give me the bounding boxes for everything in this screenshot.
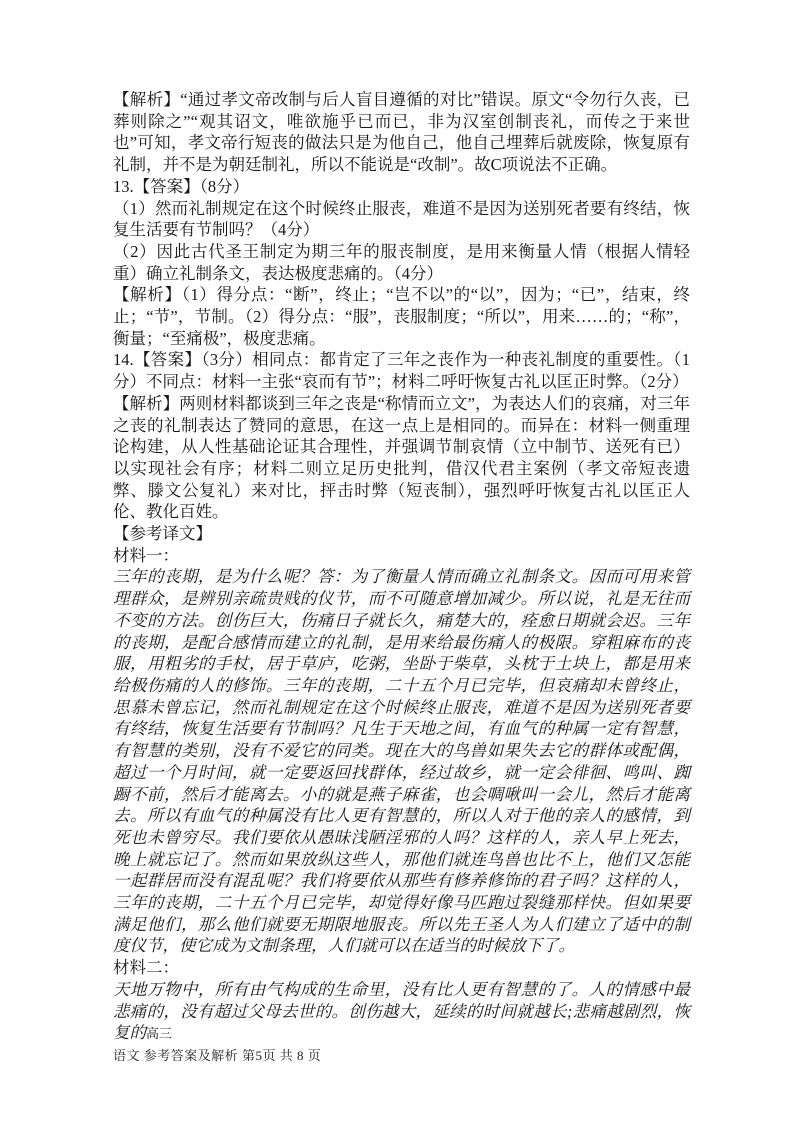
paragraph-material2-translation	[113, 979, 690, 1045]
paragraph-q13-answer-part2: （2）因此古代圣王制定为期三年的服丧制度，是用来衡量人情（根据人情轻重）确立礼制条文，表达极度悲痛的。（4分）	[113, 241, 690, 283]
paragraph-q13-answer-head: 13.【答案】（8分）	[113, 176, 250, 196]
paragraph-q13-analysis: 【解析】（1）得分点：“断”，终止；“岂不以”的“以”，因为；“已”，结束，终止；“节”，节制。（2）得分点：“服”，丧服制度；“所以”，用来……的；“称”，衡量；“至痛极”，极度悲痛。	[113, 285, 690, 348]
material2-translation-text: 天地万物中，所有由气构成的生命里，没有比人更有智慧的了。人的情感中最悲痛的，没有超过父母去世的。创伤越大，延续的时间就越长;悲痛越剧烈，恢复的	[113, 979, 690, 1043]
paragraph-q14-answer: 14.【答案】（3分）相同点：都肯定了三年之丧作为一种丧礼制度的重要性。（1分）不同点：材料一主张“哀而有节”；材料二呼吁恢复古礼以匡正时弊。（2分）	[113, 350, 690, 392]
reference-translation-heading: 【参考译文】	[113, 524, 212, 544]
material1-label: 材料一：	[113, 545, 179, 565]
footer-continuation-text: 高三	[146, 1026, 173, 1042]
paragraph-q13-answer-part1: （1）然而礼制规定在这个时候终止服丧，难道不是因为送别死者要有终结，恢复生活要有节制吗？（4分）	[113, 198, 690, 240]
material2-label: 材料二：	[113, 958, 179, 978]
paragraph-material1-translation: 三年的丧期，是为什么呢？答：为了衡量人情而确立礼制条文。因而可用来管理群众，是辨别亲疏贵贱的仪节，而不可随意增加减少。所以说，礼是无往而不变的方法。创伤巨大，伤痛日子就长久，痛楚大的，痊愈日期就会迟。三年的丧期，是配合感情而建立的礼制，是用来给最伤痛人的极限。穿粗麻布的丧服，用粗劣的手杖，居于草庐，吃粥，坐卧于柴草，头枕于土块上，都是用来给极伤痛的人的修饰。三年的丧期，二十五个月已完毕，但哀痛却未曾终止，思慕未曾忘记，然而礼制规定在这个时候终止服丧，难道不是因为送别死者要有终结，恢复生活要有节制吗？凡生于天地之间，有血气的种属一定有智慧，有智慧的类别，没有不爱它的同类。现在大的鸟兽如果失去它的群体或配偶，超过一个月时间，就一定要返回找群体，经过故乡，就一定会徘徊、鸣叫、踟蹰不前，然后才能离去。小的就是燕子麻雀，也会啁啾叫一会儿，然后才能离去。所以有血气的种属没有比人更有智慧的，所以人对于他的亲人的感情，到死也未曾穷尽。我们要依从愚昧浅陋淫邪的人吗？这样的人，亲人早上死去，晚上就忘记了。然而如果放纵这些人，那他们就连鸟兽也比不上，他们又怎能一起群居而没有混乱呢？我们将要依从那些有修养修饰的君子吗？这样的人，三年的丧期，二十五个月已完毕，却觉得好像马匹跑过裂缝那样快。但如果要满足他们，那么他们就要无期限地服丧。所以先王圣人为人们建立了适中的制度仪节，使它成为文制条理，人们就可以在适当的时候放下了。	[113, 567, 690, 956]
paragraph-q14-analysis: 【解析】两则材料都谈到三年之丧是“称情而立文”，为表达人们的哀痛，对三年之丧的礼制表达了赞同的意思，在这一点上是相同的。而异在：材料一侧重理论构建，从人性基础论证其合理性，并强调节制哀情（立中制节、送死有已）以实现社会有序；材料二则立足历史批判，借汉代君主案例（孝文帝短丧遗弊、滕文公复礼）来对比，抨击时弊（短丧制），强烈呼吁恢复古礼以匡正人伦、教化百姓。	[113, 393, 690, 522]
page-footer: 语文 参考答案及解析 第5页 共 8 页	[113, 1047, 322, 1063]
paragraph-q12-analysis: 【解析】“通过孝文帝改制与后人盲目遵循的对比”错误。原文“令勿行久丧，已葬则除之”“观其诏文，唯欲施乎已而已，非为汉室创制丧礼，而传之于来世也”可知，孝文帝行短丧的做法只是为他自己，他自己埋葬后就废除，恢复原有礼制，并不是为朝廷制礼，所以不能说是“改制”。故C项说法不正确。	[113, 90, 690, 175]
